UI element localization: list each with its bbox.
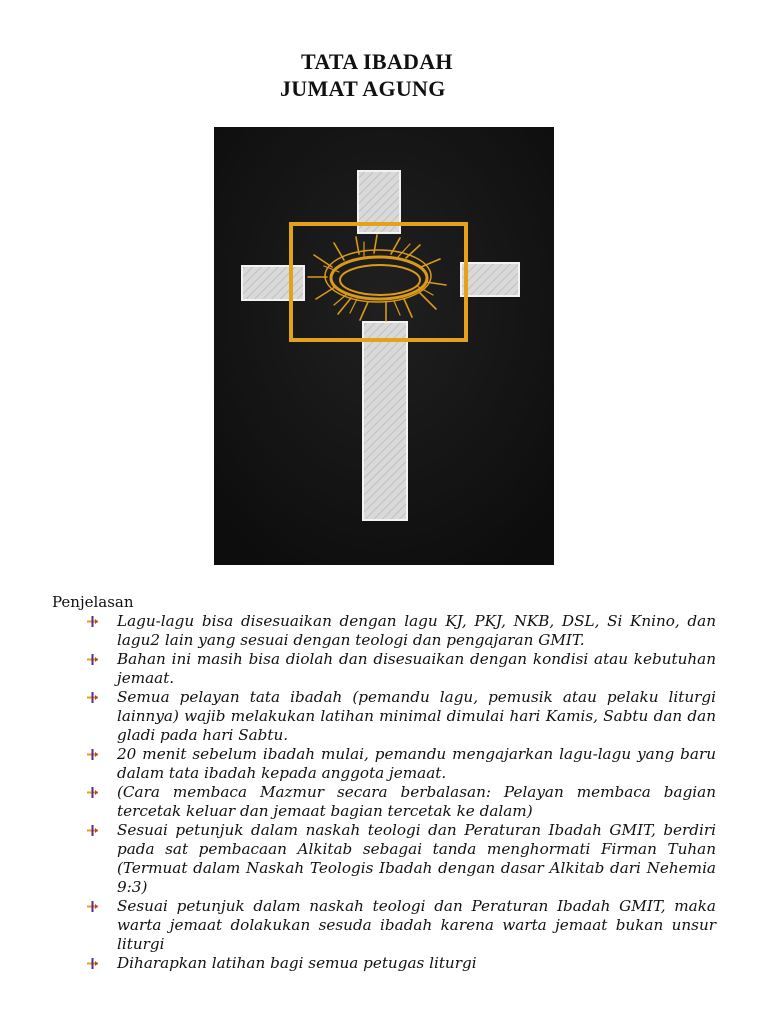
cross-right-arm [461,263,519,296]
list-item: Sesuai petunjuk dalam naskah teologi dan Peraturan Ibadah GMIT, berdiri pada sat pembacaan Alkitab sebagai tanda menghormati Firman Tuhan (Termuat dalam Naskah Teologis Ibadah dengan dasar Alkitab dari Nehemia 9:3) [86,821,716,897]
arrow-bullet-icon [86,615,99,628]
cross-left-arm [242,266,304,300]
arrow-bullet-icon [86,748,99,761]
list-item: 20 menit sebelum ibadah mulai, pemandu mengajarkan lagu-lagu yang baru dalam tata ibadah kepada anggota jemaat. [86,745,716,783]
arrow-bullet-icon [86,691,99,704]
document-title: TATA IBADAH [301,49,453,74]
cross-bottom-arm [363,322,407,520]
list-item: Bahan ini masih bisa diolah dan disesuaikan dengan kondisi atau kebutuhan jemaat. [86,650,716,688]
cross-embroidery-image [214,127,554,565]
notes-list [86,612,716,973]
arrow-bullet-icon [86,957,99,970]
list-item: Sesuai petunjuk dalam naskah teologi dan Peraturan Ibadah GMIT, maka warta jemaat dolakukan sesuda ibadah karena warta jemaat bukan unsur liturgi [86,897,716,954]
list-item: (Cara membaca Mazmur secara berbalasan: Pelayan membaca bagian tercetak keluar dan jemaat bagian tercetak ke dalam) [86,783,716,821]
notes-heading: Penjelasan [52,593,134,611]
list-item: Semua pelayan tata ibadah (pemandu lagu, pemusik atau pelaku liturgi lainnya) wajib melakukan latihan minimal dimulai hari Kamis, Sabtu dan dan gladi pada hari Sabtu. [86,688,716,745]
list-item: Diharapkan latihan bagi semua petugas liturgi [86,954,716,973]
arrow-bullet-icon [86,900,99,913]
arrow-bullet-icon [86,786,99,799]
document-subtitle: JUMAT AGUNG [280,76,446,101]
arrow-bullet-icon [86,653,99,666]
cross-with-crown-of-thorns-icon [214,127,554,565]
arrow-bullet-icon [86,824,99,837]
list-item: Lagu-lagu bisa disesuaikan dengan lagu KJ, PKJ, NKB, DSL, Si Knino, dan lagu2 lain yang sesuai dengan teologi dan pengajaran GMIT. [86,612,716,650]
